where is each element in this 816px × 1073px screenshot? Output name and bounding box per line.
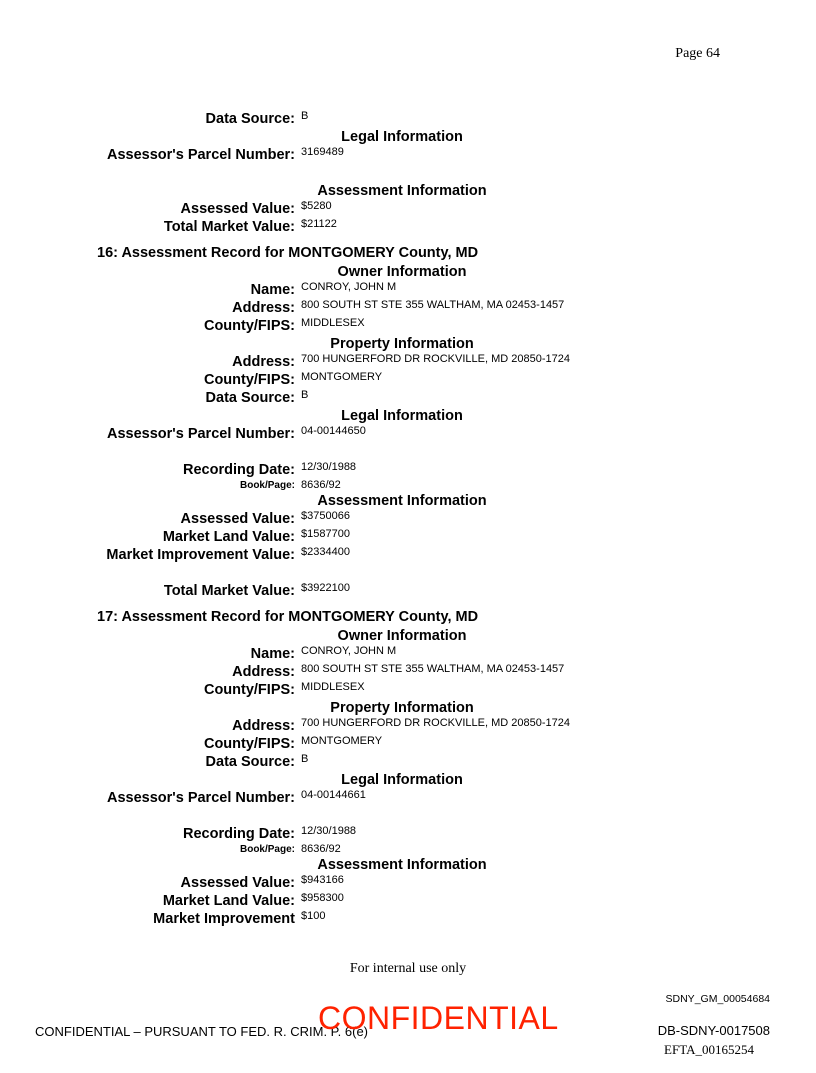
field-value: 8636/92 <box>301 479 341 491</box>
field-value: $100 <box>301 910 326 922</box>
field-label: Name: <box>250 646 295 662</box>
rec17-data-source-row <box>0 753 816 771</box>
rec17-improvement-row <box>0 910 816 928</box>
confidential-notice: CONFIDENTIAL – PURSUANT TO FED. R. CRIM. P. 6(e) <box>35 1024 369 1039</box>
document-body <box>0 110 816 928</box>
field-value: $5280 <box>301 200 332 212</box>
rec17-recording-row <box>0 825 816 843</box>
field-label: Address: <box>232 300 295 316</box>
rec16-owner-county-row <box>0 317 816 335</box>
rec17-prop-county-row <box>0 735 816 753</box>
field-label: Market Improvement <box>153 911 295 927</box>
lead-total-row <box>0 218 816 236</box>
internal-use-note: For internal use only <box>349 961 467 976</box>
rec17-owner-address-row <box>0 663 816 681</box>
field-value: CONROY, JOHN M <box>301 281 397 293</box>
field-value: $943166 <box>301 874 344 886</box>
lead-parcel-row <box>0 146 816 182</box>
field-label: Assessor's Parcel Number: <box>106 147 295 163</box>
rec16-assessed-row <box>0 510 816 528</box>
field-label: Book/Page: <box>239 844 295 855</box>
section-heading: Assessment Information <box>317 493 487 509</box>
section-heading: Assessment Information <box>317 183 487 199</box>
field-label: Data Source: <box>205 754 295 770</box>
field-label: Recording Date: <box>183 462 295 478</box>
field-value: B <box>301 389 309 401</box>
field-label: Address: <box>232 354 295 370</box>
field-label: Assessed Value: <box>180 511 295 527</box>
field-value: $3750066 <box>301 510 350 522</box>
section-heading: Legal Information <box>341 772 463 788</box>
lead-assessed-row <box>0 200 816 218</box>
section-heading: Owner Information <box>337 264 467 280</box>
field-label: County/FIPS: <box>203 682 295 698</box>
field-value: 04-00144650 <box>301 425 366 437</box>
confidential-stamp: CONFIDENTIAL <box>318 1000 559 1036</box>
rec17-parcel-row <box>0 789 816 825</box>
field-label: Address: <box>232 718 295 734</box>
field-label: Data Source: <box>205 111 295 127</box>
field-value: $958300 <box>301 892 344 904</box>
rec17-name-row <box>0 645 816 663</box>
field-label: Name: <box>250 282 295 298</box>
field-value: MIDDLESEX <box>301 317 365 329</box>
field-value: B <box>301 110 309 122</box>
field-value: 04-00144661 <box>301 789 366 801</box>
field-label: Data Source: <box>205 390 295 406</box>
rec16-improvement-row <box>0 546 816 582</box>
rec16-data-source-row <box>0 389 816 407</box>
rec16-recording-row <box>0 461 816 479</box>
lead-data-source-row <box>0 110 816 128</box>
rec16-land-row <box>0 528 816 546</box>
field-label: County/FIPS: <box>203 318 295 334</box>
field-value: $21122 <box>301 218 337 230</box>
field-label: Assessor's Parcel Number: <box>106 426 295 442</box>
section-heading: Assessment Information <box>317 857 487 873</box>
field-label: Address: <box>232 664 295 680</box>
rec16-name-row <box>0 281 816 299</box>
field-value: 800 SOUTH ST STE 355 WALTHAM, MA 02453-1457 <box>301 663 565 675</box>
field-label: County/FIPS: <box>203 736 295 752</box>
field-label: Market Land Value: <box>162 529 295 545</box>
field-value: MIDDLESEX <box>301 681 365 693</box>
field-value: B <box>301 753 309 765</box>
rec16-prop-county-row <box>0 371 816 389</box>
field-label: Assessed Value: <box>180 875 295 891</box>
record-heading-17: 17: Assessment Record for MONTGOMERY County, MD <box>97 609 479 625</box>
record-heading-16: 16: Assessment Record for MONTGOMERY County, MD <box>97 245 479 261</box>
section-heading: Property Information <box>330 336 474 352</box>
section-heading: Legal Information <box>341 408 463 424</box>
field-label: County/FIPS: <box>203 372 295 388</box>
field-value: 12/30/1988 <box>301 461 357 473</box>
field-label: Total Market Value: <box>163 219 295 235</box>
rec16-bookpage-row <box>0 479 816 492</box>
field-label: Recording Date: <box>183 826 295 842</box>
section-heading: Property Information <box>330 700 474 716</box>
field-value: MONTGOMERY <box>301 371 383 383</box>
field-label: Assessed Value: <box>180 201 295 217</box>
field-label: Market Land Value: <box>162 893 295 909</box>
rec16-parcel-row <box>0 425 816 461</box>
field-value: 8636/92 <box>301 843 341 855</box>
rec16-prop-address-row <box>0 353 816 371</box>
field-value: $3922100 <box>301 582 350 594</box>
field-label: Market Improvement Value: <box>106 547 295 563</box>
bates-efta: EFTA_00165254 <box>664 1042 754 1057</box>
bates-sdny: SDNY_GM_00054684 <box>665 993 770 1005</box>
section-heading: Legal Information <box>341 129 463 145</box>
field-value: CONROY, JOHN M <box>301 645 397 657</box>
field-value: MONTGOMERY <box>301 735 383 747</box>
field-label: Book/Page: <box>239 480 295 491</box>
field-value: $1587700 <box>301 528 350 540</box>
field-label: Assessor's Parcel Number: <box>106 790 295 806</box>
field-label: Total Market Value: <box>163 583 295 599</box>
rec16-total-row <box>0 582 816 600</box>
rec17-prop-address-row <box>0 717 816 735</box>
field-value: 3169489 <box>301 146 344 158</box>
bates-db: DB-SDNY-0017508 <box>657 1023 770 1038</box>
rec17-bookpage-row <box>0 843 816 856</box>
rec17-owner-county-row <box>0 681 816 699</box>
field-value: 800 SOUTH ST STE 355 WALTHAM, MA 02453-1457 <box>301 299 565 311</box>
rec17-assessed-row <box>0 874 816 892</box>
page-number: Page 64 <box>675 46 720 61</box>
rec16-owner-address-row <box>0 299 816 317</box>
field-value: 700 HUNGERFORD DR ROCKVILLE, MD 20850-1724 <box>301 353 570 365</box>
field-value: 700 HUNGERFORD DR ROCKVILLE, MD 20850-1724 <box>301 717 570 729</box>
field-value: 12/30/1988 <box>301 825 357 837</box>
section-heading: Owner Information <box>337 628 467 644</box>
field-value: $2334400 <box>301 546 350 558</box>
rec17-land-row <box>0 892 816 910</box>
